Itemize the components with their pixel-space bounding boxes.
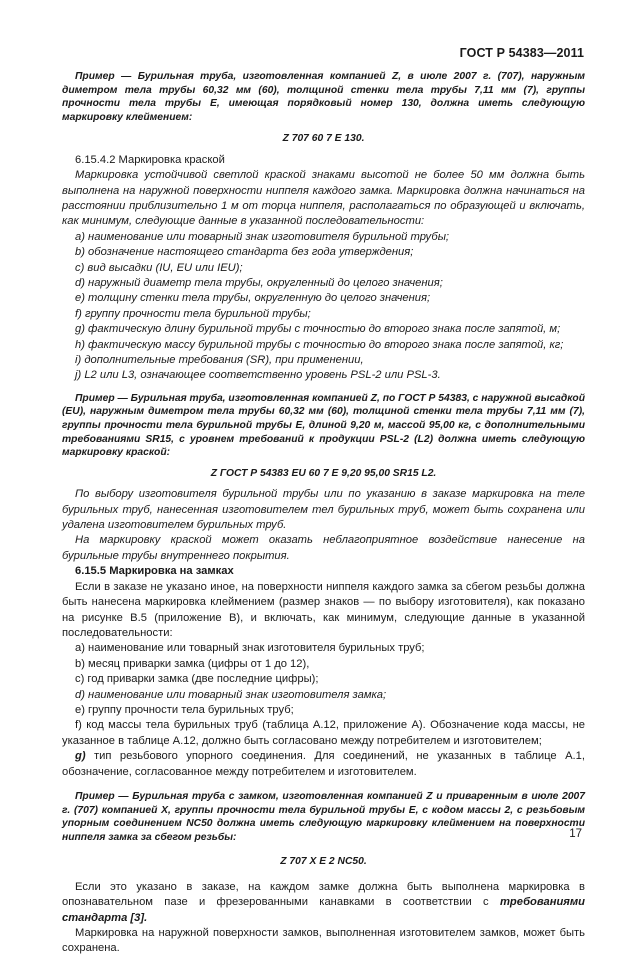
list-item: h) фактическую массу бурильной трубы с точностью до второго знака после запятой, кг; [75, 338, 564, 351]
list-item: a) наименование или товарный знак изготовителя бурильных труб; [75, 642, 425, 655]
list-item-g [62, 749, 585, 780]
list-item: b) обозначение настоящего стандарта без года утверждения; [75, 246, 414, 259]
list-item: g) фактическую длину бурильной трубы с точностью до второго знака после запятой, м; [75, 323, 561, 336]
example-3-marking: Z 707 X E 2 NC50. [280, 856, 367, 868]
list-item: d) наименование или товарный знак изготовителя замка; [75, 688, 387, 701]
paint-marking-paragraph: Маркировка устойчивой светлой краской знаками высотой не более 50 мм должна быть выполнена на наружной поверхности ниппеля каждого замка. Маркировка должна начинаться на расстоянии приблизительно 1 м от торца ниппеля, располагаться по образующей и включать, как минимум, следующие данные в указанной последовательности: [62, 169, 585, 228]
page-body [62, 70, 585, 957]
list-item: b) месяц приварки замка (цифры от 1 до 12), [75, 657, 310, 670]
tool-joint-marking-paragraph: Если в заказе не указано иное, на поверхности ниппеля каждого замка за сбегом резьбы должна быть нанесена маркировка клеймением (размер знаков — по выбору изготовителя), как показано на рисунке В.5 (приложение В), и включать, как минимум, следующие данные в указанной последовательности: [62, 580, 585, 639]
example-1-marking: Z 707 60 7 E 130. [282, 133, 365, 145]
subsection-title-6-15-4-2: 6.15.4.2 Маркировка краской [75, 153, 225, 166]
example-1: Пример — Бурильная труба, изготовленная компанией Z, в июле 2007 г. (707), наружным диметром тела трубы 60,32 мм (60), толщиной стенки тела трубы 7,11 мм (7), группы прочности тела трубы E, имеющая порядковый номер 130, должна иметь следующую маркировку клеймением: [62, 71, 585, 123]
item-g-letter: g) [75, 750, 86, 763]
example-2-marking: Z ГОСТ Р 54383 EU 60 7 E 9,20 95,00 SR15 L2. [210, 467, 437, 479]
list-item: e) группу прочности тела бурильных труб; [75, 703, 294, 716]
order-marking-paragraph [62, 880, 585, 926]
list-item: i) дополнительные требования (SR), при применении, [75, 354, 364, 367]
removal-option-paragraph: По выбору изготовителя бурильной трубы или по указанию в заказе маркировка на теле бурильных труб, нанесенная изготовителем тел бурильных труб, может быть сохранена или удалена изготовителем бурильных труб. [62, 488, 585, 532]
list-item: c) вид высадки (IU, EU или IEU); [75, 261, 243, 274]
list-item: j) L2 или L3, означающее соответственно уровень PSL-2 или PSL-3. [75, 369, 441, 382]
list-item: f) группу прочности тела бурильной трубы; [75, 307, 311, 320]
document-code-header: ГОСТ Р 54383—2011 [459, 46, 584, 60]
example-2: Пример — Бурильная труба, изготовленная компанией Z, по ГОСТ Р 54383, с наружной высадкой (EU), наружным диметром тела трубы 60,32 мм (60), толщиной стенки тела трубы 7,11 мм (7), группы прочности тела бурильной трубы E, длиной 9,20 м, массой 95,00 кг, с дополнительными требованиями SR15, с уровнем требований к продукции PSL-2 (L2) должна иметь следующую маркировку краской: [62, 392, 585, 459]
order-marking-text: Если это указано в заказе, на каждом замке должна быть выполнена маркировка в опознавательном пазе и фрезерованными канавками в соответствии с [62, 880, 585, 909]
section-title-6-15-5: 6.15.5 Маркировка на замках [75, 565, 234, 578]
list-item: c) год приварки замка (две последние цифры); [75, 673, 319, 686]
outer-surface-paragraph: Маркировка на наружной поверхности замков, выполненная изготовителем замков, может быть сохранена. [62, 926, 585, 955]
page-number: 17 [569, 828, 582, 840]
list-item: d) наружный диаметр тела трубы, округленный до целого значения; [75, 277, 443, 290]
coating-note-paragraph: На маркировку краской может оказать неблагоприятное воздействие нанесение на бурильные трубы внутреннего покрытия. [62, 534, 585, 562]
list-item-f: f) код массы тела бурильных труб (таблица А.12, приложение А). Обозначение кода массы, не указанное в таблице А.12, должно быть согласовано между потребителем и изготовителем; [62, 719, 585, 747]
item-g-text: тип резьбового упорного соединения. Для соединений, не указанных в таблице А.1, обозначение, согласованное между потребителем и изготовителем. [62, 750, 585, 778]
list-item: e) толщину стенки тела трубы, округленную до целого значения; [75, 292, 431, 305]
list-item: a) наименование или товарный знак изготовителя бурильной трубы; [75, 230, 450, 243]
standard-reference: требованиями стандарта [3]. [62, 896, 585, 924]
example-3: Пример — Бурильная труба с замком, изготовленная компанией Z и приваренным в июле 2007 г. (707) компанией X, группы прочности тела бурильной трубы E, с кодом массы 2, с резьбовым упорным соединением NC50 должна иметь следующую маркировку клеймением на поверхности ниппеля замка за сбегом резьбы: [62, 790, 585, 843]
